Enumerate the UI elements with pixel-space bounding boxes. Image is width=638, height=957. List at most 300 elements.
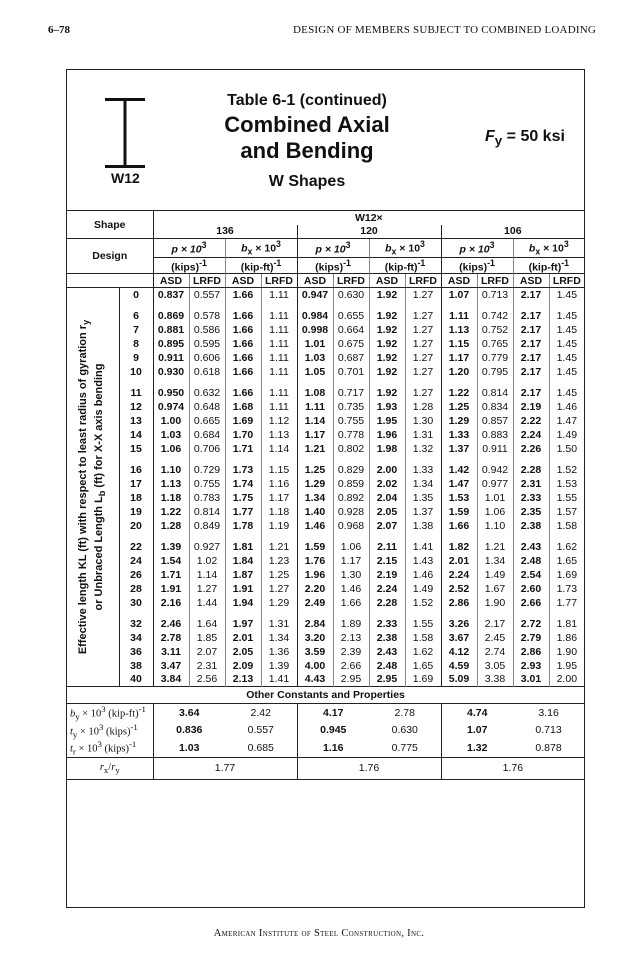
value-cell: 0.684: [189, 428, 225, 442]
value-cell: 1.42: [441, 463, 477, 477]
gap-cell: [261, 610, 297, 617]
value-cell: 1.45: [549, 288, 584, 302]
yield-stress: [485, 128, 565, 148]
constant-row: [67, 739, 584, 757]
constant-value: 4.74: [441, 704, 513, 722]
value-cell: 2.04: [369, 491, 405, 505]
length-cell: 32: [119, 617, 153, 631]
value-cell: 2.13: [225, 673, 261, 687]
value-cell: 1.13: [153, 477, 189, 491]
constant-value: 1.16: [297, 739, 369, 757]
gap-cell: [549, 302, 584, 309]
constant-value: 0.775: [391, 742, 418, 755]
value-cell: 1.81: [549, 617, 584, 631]
constant-row: [67, 722, 584, 740]
value-cell: 2.01: [441, 554, 477, 568]
value-cell: 1.73: [225, 463, 261, 477]
value-cell: 1.29: [261, 596, 297, 610]
value-cell: 1.70: [225, 428, 261, 442]
title-line-4: W Shapes: [268, 173, 346, 190]
ratio-sub2: y: [115, 764, 120, 775]
shape-header: Shape: [67, 211, 153, 239]
value-cell: 1.53: [549, 477, 584, 491]
design-header: Design: [67, 239, 153, 274]
w-shape-icon: [105, 98, 145, 168]
constant-value: 0.878: [535, 742, 562, 755]
value-cell: 1.08: [297, 386, 333, 400]
gap-cell: [549, 610, 584, 617]
value-cell: 1.86: [549, 631, 584, 645]
side-label-1-sub: y: [80, 319, 91, 326]
chapter-title: DESIGN OF MEMBERS SUBJECT TO COMBINED LOADING: [293, 24, 596, 36]
value-cell: 1.27: [189, 582, 225, 596]
table-row: [67, 617, 584, 631]
value-cell: 3.05: [477, 659, 513, 673]
value-cell: 0.974: [153, 400, 189, 414]
value-cell: 1.34: [477, 554, 513, 568]
constant-tail: × 10: [77, 726, 99, 738]
table-row: [67, 554, 584, 568]
value-cell: 3.11: [153, 645, 189, 659]
value-cell: 1.69: [405, 673, 441, 687]
gap-cell: [189, 379, 225, 386]
gap-cell: [297, 533, 333, 540]
b-unit-text: (kip-ft): [528, 261, 562, 274]
value-cell: 3.20: [297, 631, 333, 645]
value-cell: 0.968: [333, 519, 369, 533]
value-cell: 2.38: [513, 519, 549, 533]
value-cell: 1.78: [225, 519, 261, 533]
length-cell: 38: [119, 659, 153, 673]
value-cell: 1.13: [441, 323, 477, 337]
value-cell: 1.11: [261, 351, 297, 365]
value-cell: 1.94: [225, 596, 261, 610]
gap-cell: [333, 302, 369, 309]
fy-value: = 50 ksi: [502, 128, 565, 145]
value-cell: 1.05: [297, 365, 333, 379]
value-cell: 0.648: [189, 400, 225, 414]
gap-cell: [333, 533, 369, 540]
asd-header: ASD: [225, 274, 261, 288]
value-cell: 1.40: [297, 505, 333, 519]
p-exp: 3: [489, 240, 495, 251]
value-cell: 1.43: [405, 554, 441, 568]
gap-cell: [477, 456, 513, 463]
gap-cell: [549, 533, 584, 540]
value-cell: 1.15: [441, 337, 477, 351]
gap-cell: [369, 456, 405, 463]
table-row: [67, 491, 584, 505]
value-cell: 2.86: [513, 645, 549, 659]
value-cell: 1.77: [225, 505, 261, 519]
value-cell: 0.814: [189, 505, 225, 519]
value-cell: 2.20: [297, 582, 333, 596]
value-cell: 1.52: [405, 596, 441, 610]
value-cell: 0.701: [333, 365, 369, 379]
value-cell: 1.27: [405, 337, 441, 351]
gap-cell: [225, 302, 261, 309]
value-cell: 1.55: [405, 617, 441, 631]
value-cell: 0.755: [333, 414, 369, 428]
value-cell: 2.02: [369, 477, 405, 491]
gap-cell: [441, 533, 477, 540]
value-cell: 0.911: [153, 351, 189, 365]
p-header: [153, 239, 225, 258]
weight-header: 120: [297, 225, 441, 239]
constant-value: 2.42: [250, 706, 271, 719]
gap-cell: [225, 379, 261, 386]
b-unit-text: (kip-ft): [240, 261, 274, 274]
side-label-2-tail: (ft) for X-X axis bending: [92, 363, 105, 491]
value-cell: 0.837: [153, 288, 189, 302]
value-cell: 1.92: [369, 337, 405, 351]
table-header: [67, 70, 584, 210]
value-cell: 1.65: [405, 659, 441, 673]
value-cell: 0.665: [189, 414, 225, 428]
value-cell: 1.30: [405, 414, 441, 428]
value-cell: 2.17: [513, 323, 549, 337]
value-cell: 2.95: [333, 673, 369, 687]
constant-value: 4.17: [297, 704, 369, 722]
value-cell: 2.01: [225, 631, 261, 645]
table-row: [67, 323, 584, 337]
value-cell: 0.950: [153, 386, 189, 400]
value-cell: 1.84: [225, 554, 261, 568]
value-cell: 0.857: [477, 414, 513, 428]
table-row: [67, 568, 584, 582]
value-cell: 4.12: [441, 645, 477, 659]
constant-unit: (kips): [101, 743, 130, 755]
value-cell: 1.46: [333, 582, 369, 596]
gap-cell: [405, 379, 441, 386]
value-cell: 1.45: [549, 365, 584, 379]
table-row: [67, 309, 584, 323]
p-header: [441, 239, 513, 258]
value-cell: 2.31: [513, 477, 549, 491]
group-gap: [67, 379, 584, 386]
constant-unit-exp: -1: [138, 704, 146, 715]
value-cell: 1.66: [225, 309, 261, 323]
gap-cell: [119, 456, 153, 463]
b-exp: 3: [420, 239, 425, 249]
value-cell: 1.71: [153, 568, 189, 582]
lrfd-header: LRFD: [189, 274, 225, 288]
value-cell: 1.10: [153, 463, 189, 477]
title-line-3: and Bending: [240, 138, 374, 163]
gap-cell: [297, 379, 333, 386]
constant-exp: 3: [101, 704, 106, 715]
value-cell: 1.25: [441, 400, 477, 414]
gap-cell: [225, 610, 261, 617]
constant-symbol: t: [70, 743, 73, 755]
value-cell: 0.713: [477, 288, 513, 302]
gap-cell: [477, 379, 513, 386]
value-cell: 1.17: [261, 491, 297, 505]
value-cell: 1.27: [405, 351, 441, 365]
value-cell: 1.14: [297, 414, 333, 428]
value-cell: 1.17: [297, 428, 333, 442]
value-cell: 0.928: [333, 505, 369, 519]
value-cell: 2.05: [225, 645, 261, 659]
b-sub: x: [391, 246, 397, 257]
length-cell: 26: [119, 568, 153, 582]
value-cell: 2.45: [477, 631, 513, 645]
gap-cell: [261, 456, 297, 463]
value-cell: 1.92: [369, 386, 405, 400]
value-cell: 1.14: [189, 568, 225, 582]
value-cell: 2.11: [369, 540, 405, 554]
side-label-1-text: Effective length KL (ft) with respect to least radius of gyration r: [76, 325, 89, 655]
value-cell: 1.37: [405, 505, 441, 519]
value-cell: 0.578: [189, 309, 225, 323]
constant-value: 0.685: [247, 742, 274, 755]
gap-cell: [369, 302, 405, 309]
p-unit-exp: -1: [199, 257, 207, 268]
value-cell: 2.24: [513, 428, 549, 442]
constant-value: 0.836: [153, 722, 225, 740]
b-unit-text: (kip-ft): [384, 261, 418, 274]
value-cell: 2.93: [513, 659, 549, 673]
length-cell: 15: [119, 442, 153, 456]
value-cell: 1.34: [405, 477, 441, 491]
p-exp: 3: [345, 240, 351, 251]
value-cell: 1.91: [225, 582, 261, 596]
value-cell: 1.11: [261, 323, 297, 337]
ratio-value: 1.76: [297, 757, 441, 779]
value-cell: 2.35: [513, 505, 549, 519]
value-cell: 1.96: [297, 568, 333, 582]
value-cell: 1.81: [225, 540, 261, 554]
gap-cell: [189, 533, 225, 540]
value-cell: 0.687: [333, 351, 369, 365]
value-cell: 1.03: [297, 351, 333, 365]
gap-cell: [405, 456, 441, 463]
value-cell: 1.01: [297, 337, 333, 351]
value-cell: 0.655: [333, 309, 369, 323]
value-cell: 1.11: [441, 309, 477, 323]
gap-cell: [405, 533, 441, 540]
constant-tail: × 10: [75, 743, 98, 755]
table-row: [67, 400, 584, 414]
value-cell: 0.595: [189, 337, 225, 351]
value-cell: 1.29: [297, 477, 333, 491]
constant-sub: y: [72, 729, 78, 740]
value-cell: 1.22: [441, 386, 477, 400]
value-cell: 0.765: [477, 337, 513, 351]
value-cell: 2.28: [513, 463, 549, 477]
value-cell: 1.66: [225, 337, 261, 351]
value-cell: 1.06: [153, 442, 189, 456]
value-cell: 1.45: [549, 337, 584, 351]
value-cell: 2.66: [333, 659, 369, 673]
title-line-1: Table 6-1 (continued): [227, 92, 387, 109]
value-cell: 2.60: [513, 582, 549, 596]
p-header: [297, 239, 369, 258]
b-sub: x: [247, 246, 253, 257]
gap-cell: [297, 302, 333, 309]
gap-cell: [513, 302, 549, 309]
table-row: [67, 540, 584, 554]
value-cell: 0.783: [189, 491, 225, 505]
p-exp: 3: [201, 240, 207, 251]
value-cell: 4.43: [297, 673, 333, 687]
value-cell: 1.39: [261, 659, 297, 673]
constant-value: 0.945: [297, 722, 369, 740]
value-cell: 0.895: [153, 337, 189, 351]
value-cell: 1.27: [405, 323, 441, 337]
gap-cell: [549, 456, 584, 463]
lrfd-header: LRFD: [261, 274, 297, 288]
value-cell: 1.55: [549, 491, 584, 505]
value-cell: 1.19: [261, 519, 297, 533]
gap-cell: [477, 533, 513, 540]
value-cell: 1.41: [261, 673, 297, 687]
b-tail: × 10: [396, 242, 421, 255]
value-cell: 2.28: [369, 596, 405, 610]
value-cell: 4.00: [297, 659, 333, 673]
length-cell: 9: [119, 351, 153, 365]
table-row: [67, 386, 584, 400]
p-unit: [297, 257, 369, 274]
value-cell: 1.54: [153, 554, 189, 568]
value-cell: 1.85: [189, 631, 225, 645]
value-cell: 1.73: [549, 582, 584, 596]
value-cell: 1.47: [549, 414, 584, 428]
value-cell: 1.39: [153, 540, 189, 554]
value-cell: 1.68: [225, 400, 261, 414]
value-cell: 2.74: [477, 645, 513, 659]
value-cell: 1.69: [225, 414, 261, 428]
value-cell: 0.802: [333, 442, 369, 456]
value-cell: 0.942: [477, 463, 513, 477]
constant-value: 0.630: [391, 724, 418, 737]
value-cell: 0.927: [189, 540, 225, 554]
lrfd-header: LRFD: [549, 274, 584, 288]
gap-cell: [153, 533, 189, 540]
b-tail: × 10: [540, 242, 564, 255]
value-cell: 1.66: [333, 596, 369, 610]
ratio-row: [67, 757, 584, 779]
fy-symbol: F: [485, 128, 495, 145]
gap-cell: [119, 533, 153, 540]
length-cell: 16: [119, 463, 153, 477]
value-cell: 1.27: [405, 386, 441, 400]
value-cell: 1.75: [225, 491, 261, 505]
table-row: [67, 288, 584, 302]
constant-label: [67, 722, 153, 740]
value-cell: 1.14: [261, 442, 297, 456]
value-cell: 2.19: [369, 568, 405, 582]
length-cell: 22: [119, 540, 153, 554]
gap-cell: [189, 456, 225, 463]
value-cell: 0.984: [297, 309, 333, 323]
constant-value: 0.557: [247, 724, 274, 737]
value-cell: 2.15: [369, 554, 405, 568]
value-cell: 0.630: [333, 288, 369, 302]
table-row: [67, 631, 584, 645]
value-cell: 0.947: [297, 288, 333, 302]
fy-sub: y: [494, 133, 503, 149]
value-cell: 2.26: [513, 442, 549, 456]
value-cell: 1.90: [549, 645, 584, 659]
value-cell: 1.87: [225, 568, 261, 582]
value-cell: 1.30: [333, 568, 369, 582]
value-cell: 1.11: [261, 288, 297, 302]
table-row: [67, 365, 584, 379]
value-cell: 1.92: [369, 288, 405, 302]
value-cell: 2.39: [333, 645, 369, 659]
value-cell: 1.76: [297, 554, 333, 568]
value-cell: 1.49: [477, 568, 513, 582]
value-cell: 1.69: [549, 568, 584, 582]
length-cell: 19: [119, 505, 153, 519]
family-header: W12×: [153, 211, 584, 225]
table-row: [67, 596, 584, 610]
group-gap: [67, 610, 584, 617]
gap-cell: [189, 610, 225, 617]
value-cell: 1.15: [261, 463, 297, 477]
value-cell: 1.07: [441, 288, 477, 302]
value-cell: 0.717: [333, 386, 369, 400]
b-unit: [369, 257, 441, 274]
group-gap: [67, 533, 584, 540]
value-cell: 2.79: [513, 631, 549, 645]
gap-cell: [477, 610, 513, 617]
value-cell: 0.814: [477, 386, 513, 400]
other-constants-row: [67, 687, 584, 704]
value-cell: 1.22: [153, 505, 189, 519]
constant-exp: 3: [97, 739, 102, 750]
value-cell: 3.47: [153, 659, 189, 673]
value-cell: 1.38: [405, 519, 441, 533]
constant-symbol: t: [70, 726, 73, 738]
value-cell: 0.911: [477, 442, 513, 456]
value-cell: 0.675: [333, 337, 369, 351]
value-cell: 0.892: [333, 491, 369, 505]
constant-value: 1.03: [153, 739, 225, 757]
value-cell: 2.22: [513, 414, 549, 428]
value-cell: 2.72: [513, 617, 549, 631]
gap-cell: [119, 610, 153, 617]
value-cell: 0.795: [477, 365, 513, 379]
value-cell: 1.45: [549, 386, 584, 400]
gap-cell: [153, 302, 189, 309]
lrfd-header: LRFD: [333, 274, 369, 288]
value-cell: 3.84: [153, 673, 189, 687]
value-cell: 0.849: [189, 519, 225, 533]
value-cell: 1.96: [369, 428, 405, 442]
b-unit-exp: -1: [561, 257, 570, 268]
gap-cell: [513, 379, 549, 386]
table-row: [67, 428, 584, 442]
gap-cell: [549, 379, 584, 386]
length-cell: 13: [119, 414, 153, 428]
value-cell: 4.59: [441, 659, 477, 673]
ratio-slash: /: [108, 761, 112, 773]
value-cell: 2.00: [369, 463, 405, 477]
value-cell: 1.17: [441, 351, 477, 365]
value-cell: 1.58: [549, 519, 584, 533]
value-cell: 0.977: [477, 477, 513, 491]
value-cell: 1.52: [549, 463, 584, 477]
gap-cell: [441, 456, 477, 463]
value-cell: 1.31: [261, 617, 297, 631]
value-cell: 1.06: [333, 540, 369, 554]
b-tail: × 10: [252, 242, 277, 255]
b-exp: 3: [276, 239, 281, 249]
gap-cell: [297, 610, 333, 617]
value-cell: 3.01: [513, 673, 549, 687]
